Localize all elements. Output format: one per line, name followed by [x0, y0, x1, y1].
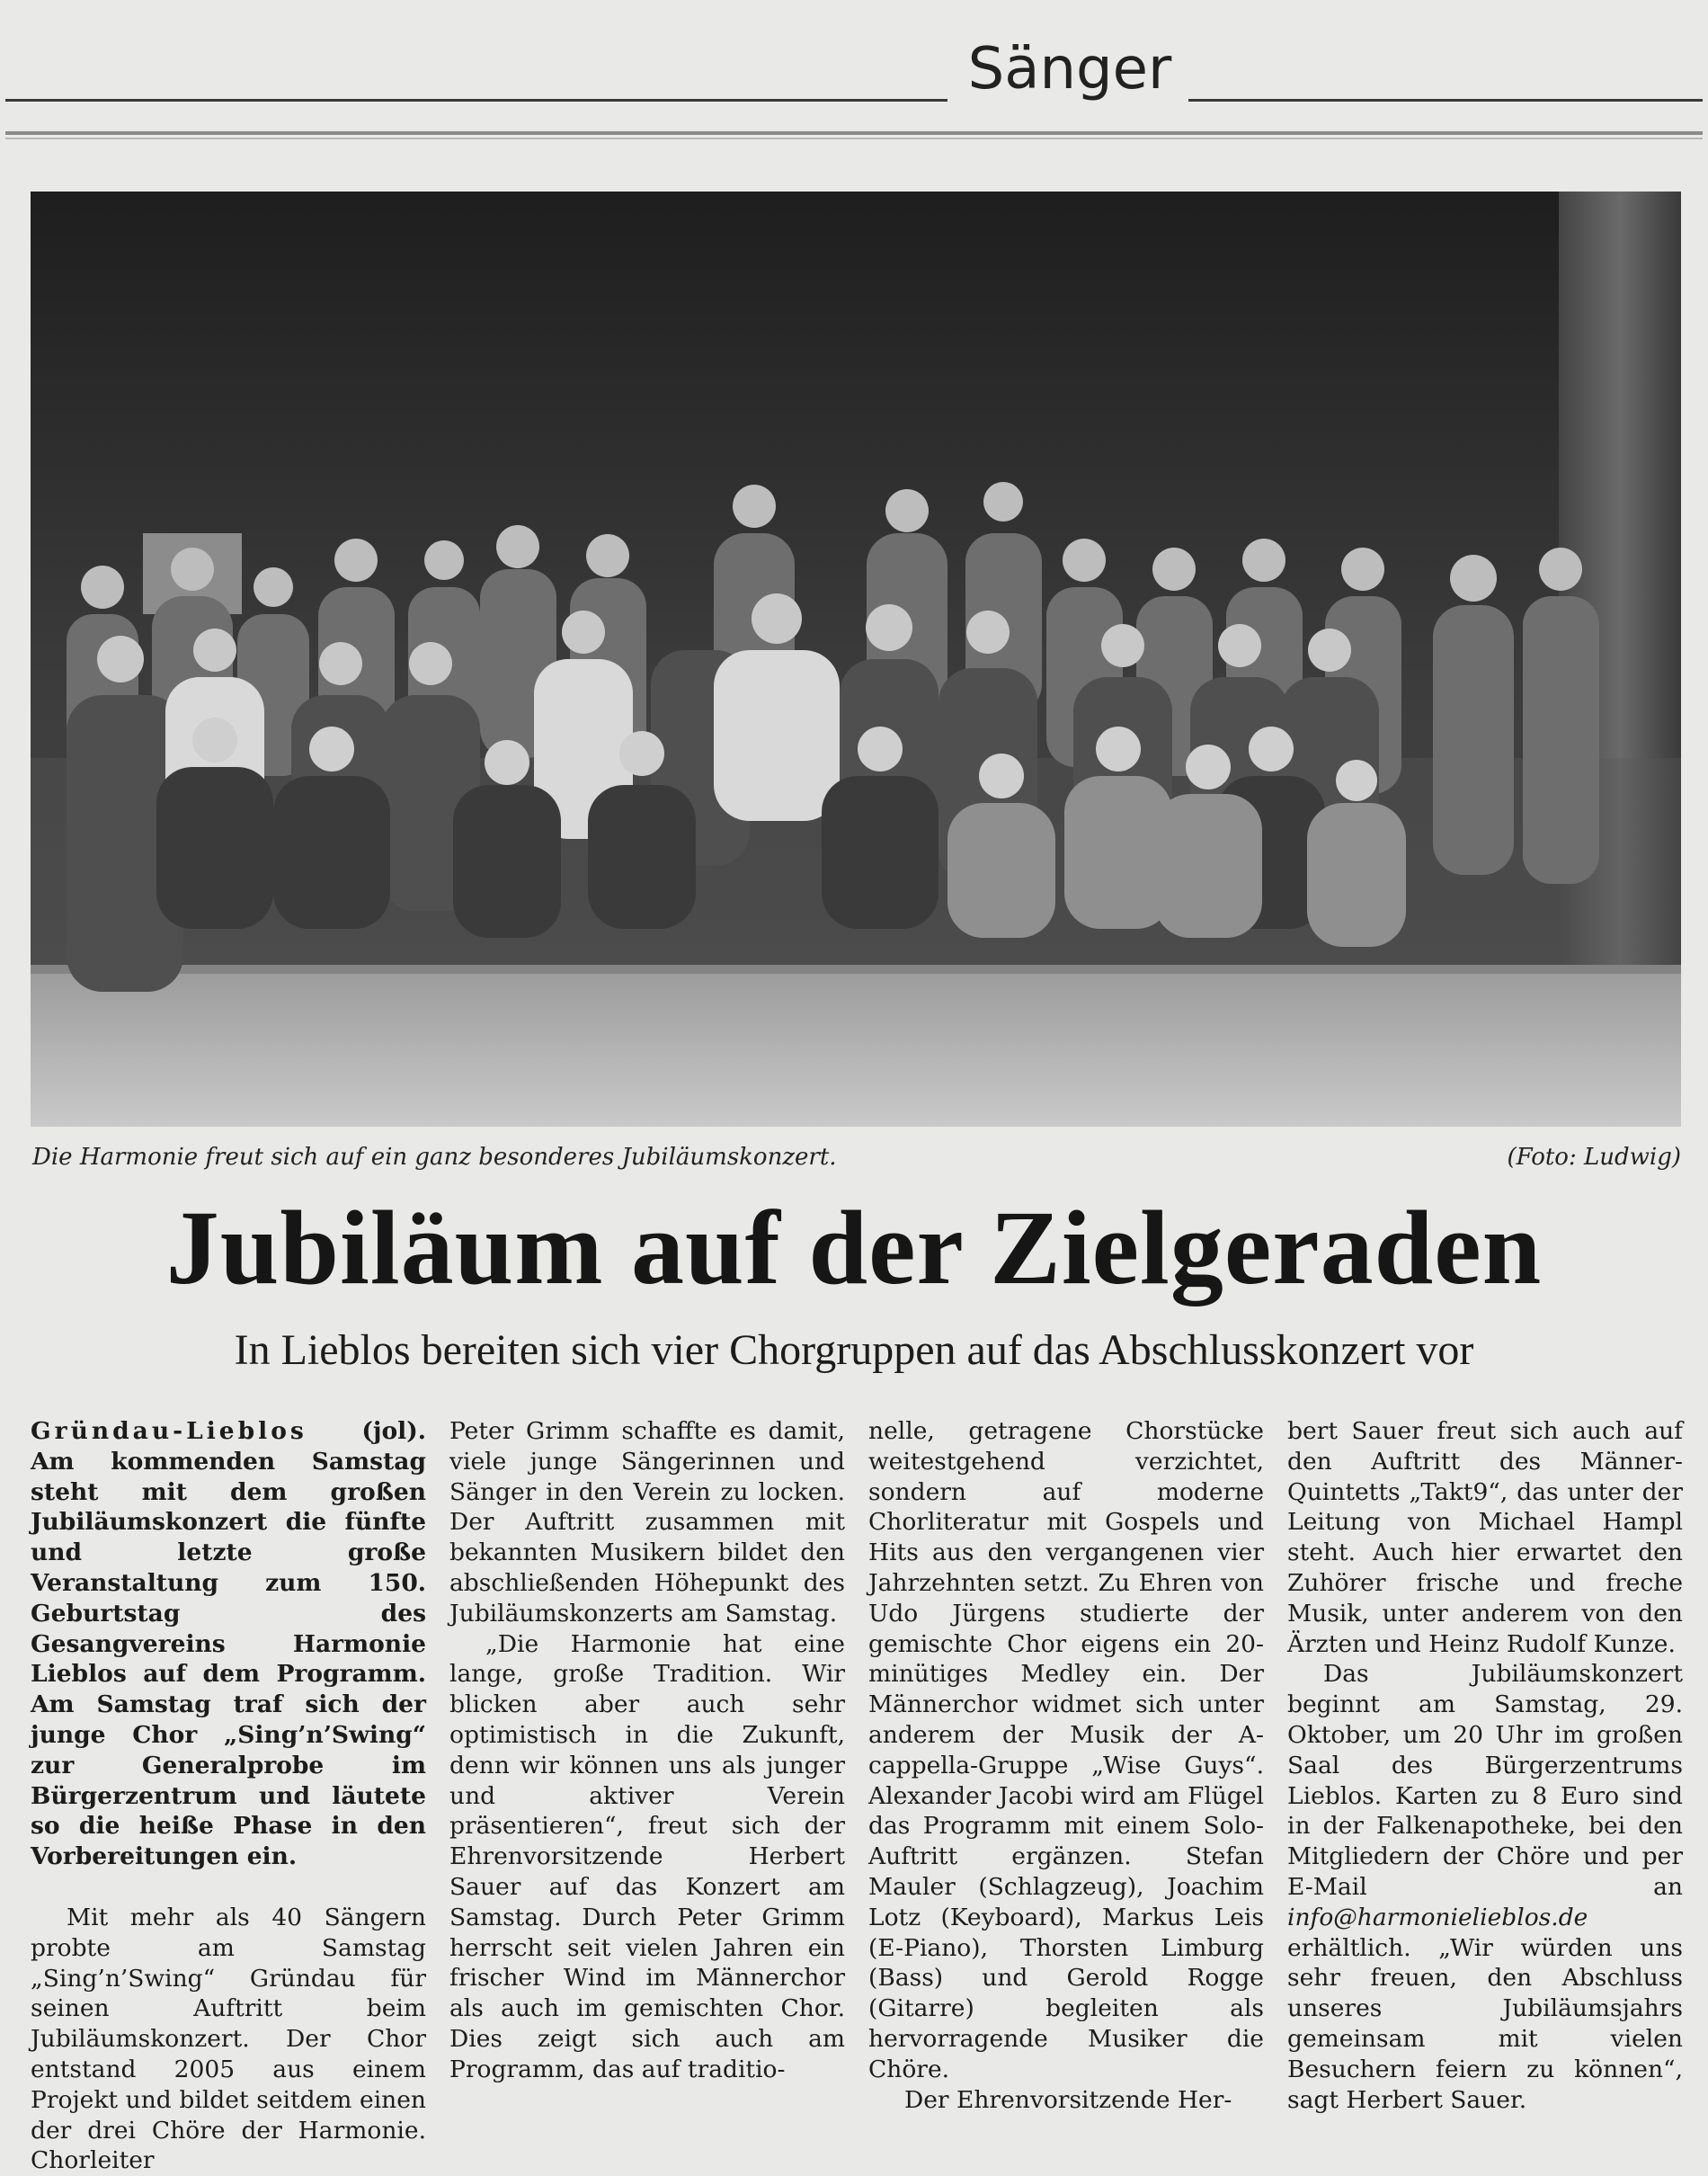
article-paragraph-4: [1287, 1659, 1683, 2115]
photo-credit: (Foto: Ludwig): [1507, 1144, 1681, 1171]
article-lead: [31, 1416, 426, 1872]
article-paragraph-2-cont: nelle, getragene Chorstücke weitestgehend verzichtet, sondern auf moderne Chorliteratur mit Gospels und Hits aus den vergangenen vier Jahrzehnten setzt. Zu Ehren von Udo Jürgens studierte der gemischte Chor eigens ein 20-minütiges Medley ein. Der Männerchor widmet sich unter anderem der Musik der A-cappella-Gruppe „Wise Guys“. Alexander Jacobi wird am Flügel das Programm mit einem Solo-Auftritt ergänzen. Stefan Mauler (Schlagzeug), Joachim Lotz (Keyboard), Markus Leis (E-Piano), Thorsten Limburg (Bass) und Gerold Rogge (Gitarre) begleiten als hervorragende Musiker die Chöre.: [868, 1417, 1264, 2083]
section-title: Sänger: [967, 36, 1172, 103]
article-column-1: [31, 1416, 426, 2176]
photo-caption: Die Harmonie freut sich auf ein ganz besonderes Jubiläumskonzert.: [32, 1144, 837, 1171]
article-paragraph-2: „Die Harmonie hat eine lange, große Tradition. Wir blicken aber auch sehr optimistisch in die Zukunft, denn wir können uns als junger und aktiver Verein präsentieren“, freut sich der Ehrenvorsitzende Herbert Sauer auf das Konzert am Samstag. Durch Peter Grimm herrscht seit vielen Jahren ein frischer Wind im Männerchor als auch im gemischten Chor. Dies zeigt sich auch am Programm, das auf traditio-: [449, 1629, 845, 2083]
article-paragraph-3-cont: bert Sauer freut sich auch auf den Auftritt des Männer-Quintetts „Takt9“, das unter der Leitung von Michael Hampl steht. Auch hier erwartet den Zuhörer frische und freche Musik, unter anderem von den Ärzten und Heinz Rudolf Kunze.: [1287, 1417, 1683, 1658]
rubric-rule-right: [1188, 99, 1703, 102]
header-rule-thin: [5, 138, 1703, 139]
article-author: (jol).: [361, 1417, 426, 1445]
article-column-3: [868, 1416, 1264, 2115]
header-rule: [5, 131, 1703, 135]
rubric-rule-left: [5, 99, 947, 102]
article-column-2: [449, 1416, 845, 2085]
article-paragraph-4-text: Das Jubiläumskonzert beginnt am Samstag, 29. Oktober, um 20 Uhr im großen Saal des Bürgerzentrums Lieblos. Karten zu 8 Euro sind in der Falkenapotheke, bei den Mitgliedern der Chöre und per E-Mail an: [1287, 1660, 1683, 1901]
article-paragraph-1: Mit mehr als 40 Sängern probte am Samstag „Sing’n’Swing“ Gründau für seinen Auftritt beim Jubiläumskonzert. Der Chor entstand 2005 aus einem Projekt und bildet seitdem einen der drei Chöre der Harmonie. Chorleiter: [31, 1903, 426, 2175]
article-subheadline: In Lieblos bereiten sich vier Chorgruppen auf das Abschlusskonzert vor: [234, 1326, 1474, 1374]
article-paragraph-3: Der Ehrenvorsitzende Her-: [904, 2085, 1232, 2114]
article-column-4: [1287, 1416, 1683, 2115]
article-headline: Jubiläum auf der Zielgeraden: [165, 1189, 1543, 1306]
contact-email: info@harmonielieblos.de: [1287, 1903, 1588, 1931]
article-dateline: Gründau-Lieblos: [31, 1417, 307, 1445]
section-rubric: [0, 36, 1708, 117]
article-paragraph-1-cont: Peter Grimm schaffte es damit, viele junge Sängerinnen und Sänger in den Verein zu locken. Der Auftritt zusammen mit bekannten Musikern bildet den abschließenden Höhepunkt des Jubiläumskonzerts am Samstag.: [449, 1417, 845, 1628]
article-lead-text: Am kommenden Samstag steht mit dem großen Jubiläumskonzert die fünfte und letzte große Veranstaltung zum 150. Geburtstag des Gesangvereins Harmonie Lieblos auf dem Programm. Am Samstag traf sich der junge Chor „Sing’n’Swing“ zur Generalprobe im Bürgerzentrum und läutete so die heiße Phase in den Vorbereitungen ein.: [31, 1447, 426, 1871]
photo-illustration: [31, 192, 1681, 1127]
article-paragraph-4-end: erhältlich. „Wir würden uns sehr freuen, den Abschluss unseres Jubiläumsjahrs gemeinsam mit vielen Besuchern feiern zu können“, sagt Herbert Sauer.: [1287, 1933, 1683, 2114]
choir-group-photo: [31, 192, 1681, 1127]
